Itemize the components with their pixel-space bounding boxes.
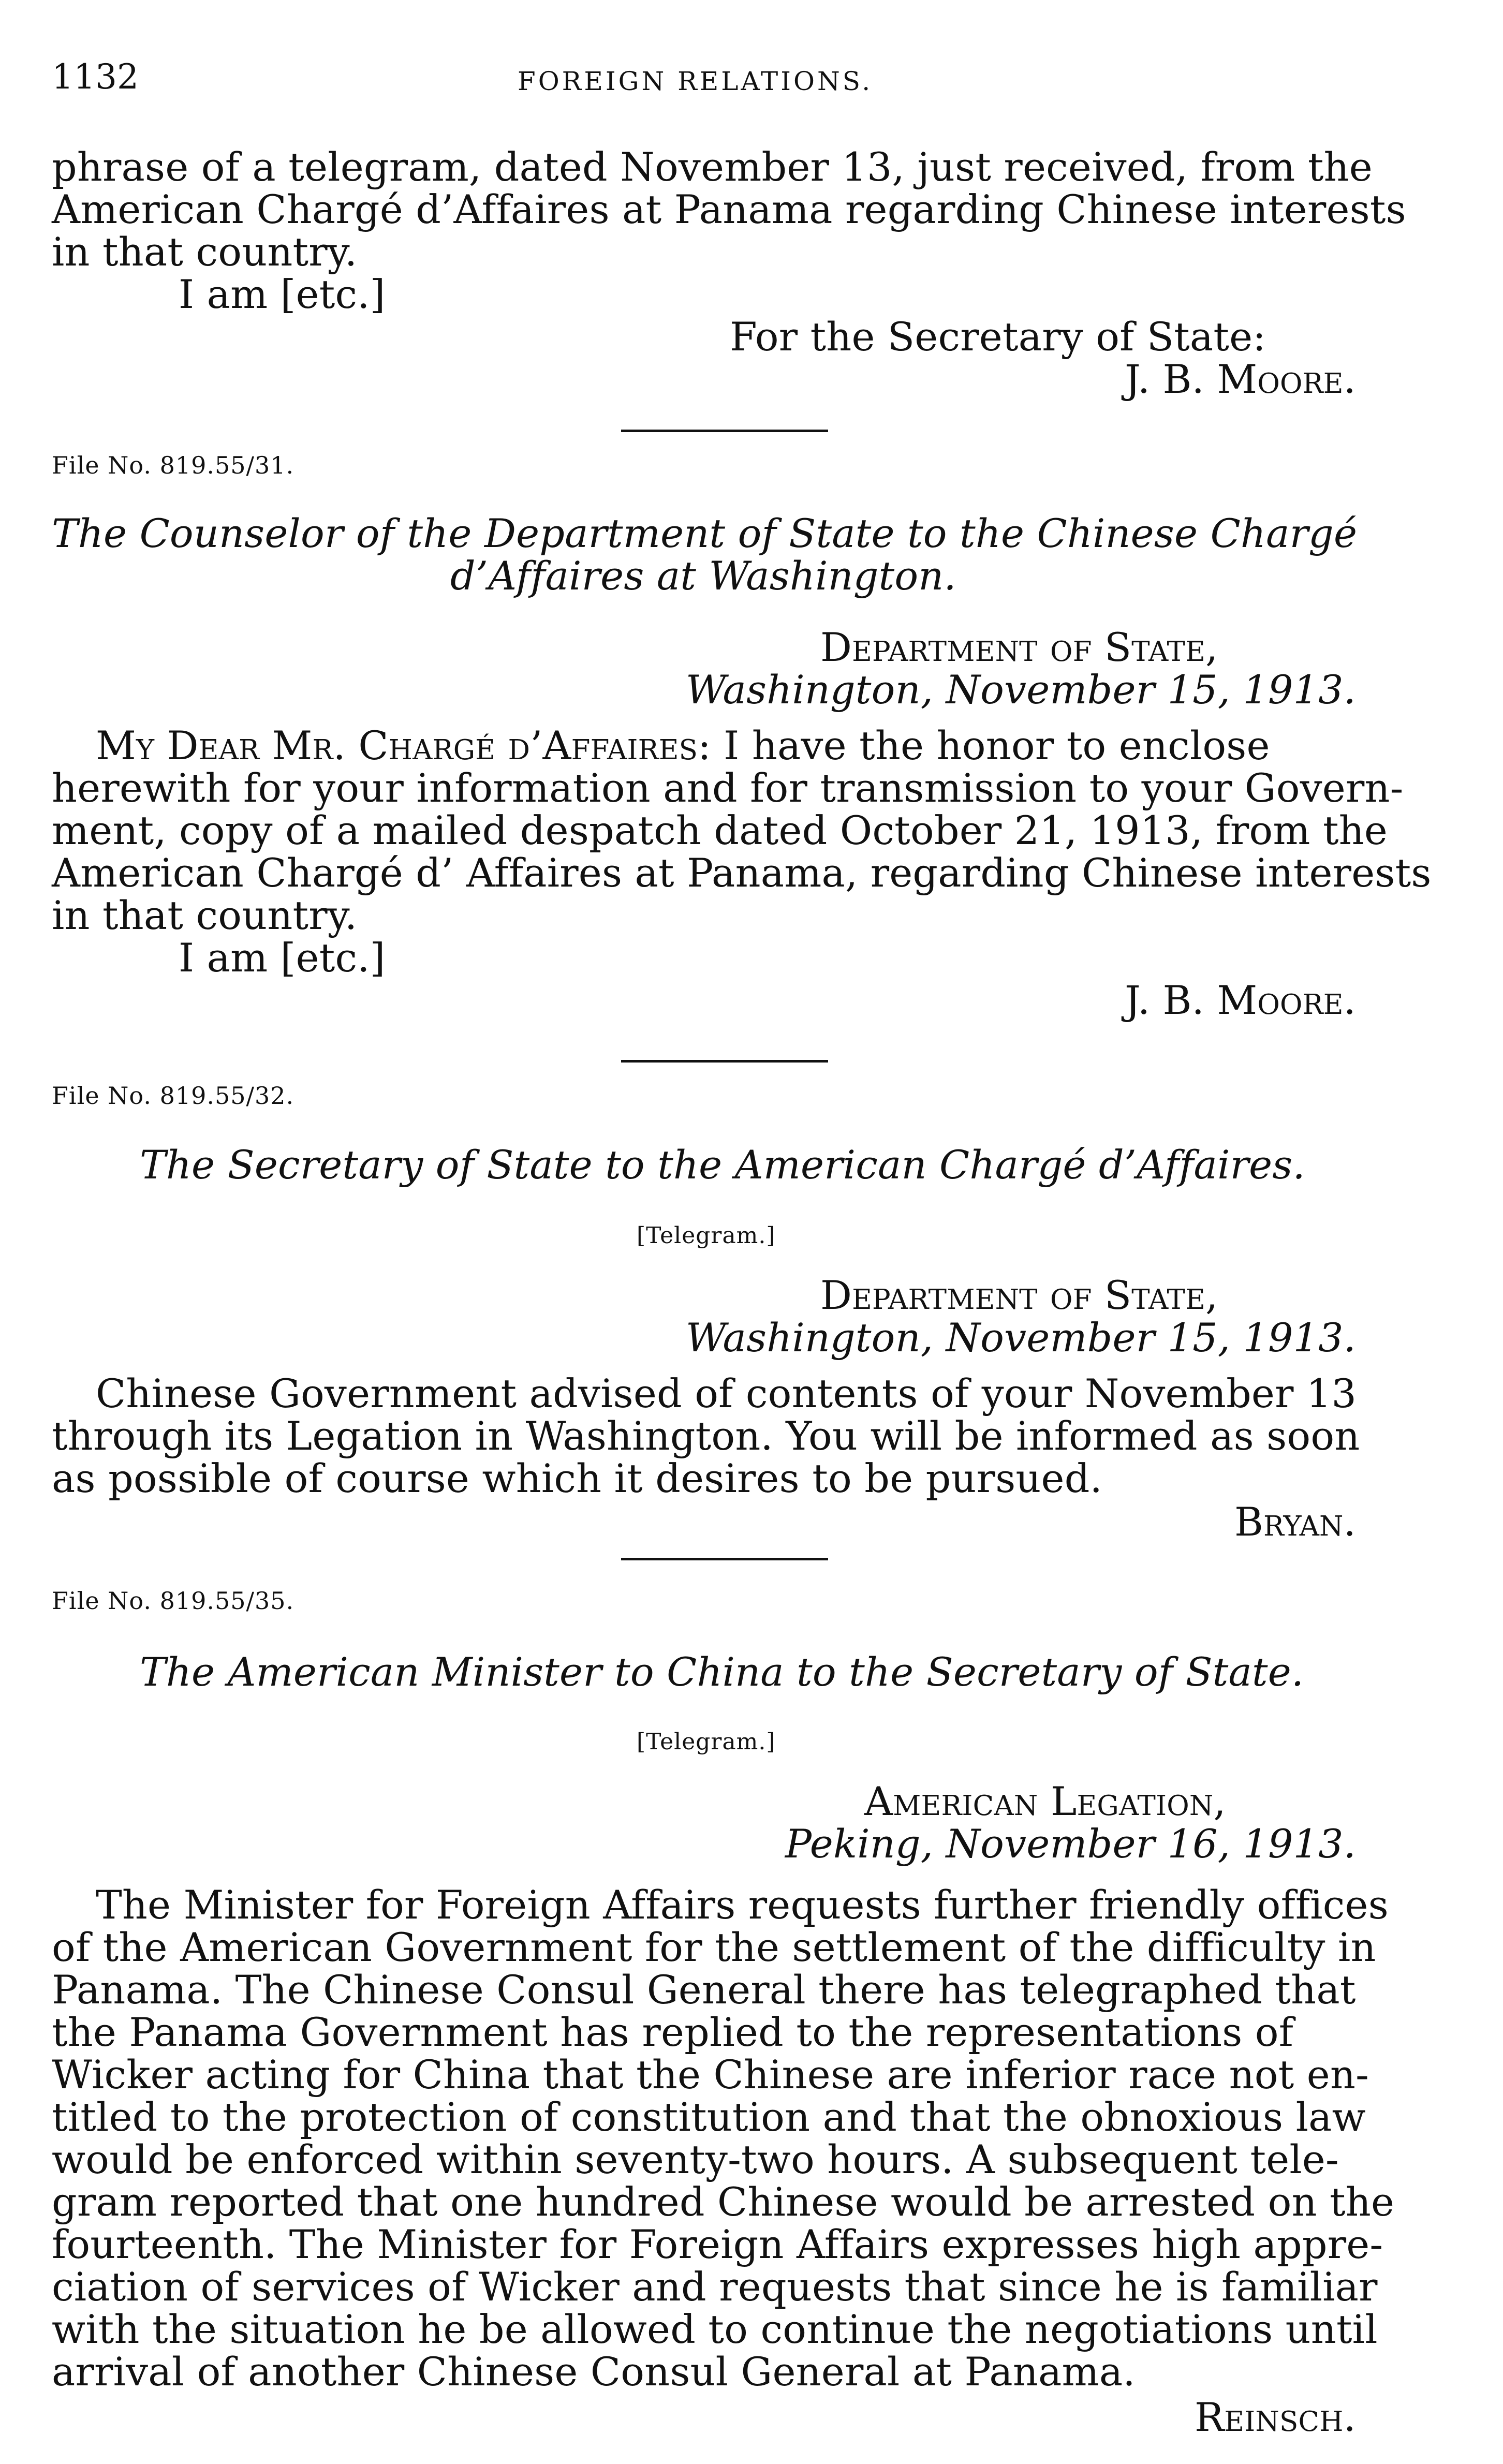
section-divider — [621, 430, 828, 432]
doc3-line-9: fourteenth. The Minister for Foreign Affairs expresses high appre- — [52, 2221, 1383, 2267]
file-number-31: File No. 819.55/31. — [52, 451, 294, 479]
continuation-closing: I am [etc.] — [179, 271, 386, 317]
doc3-line-2: of the American Government for the settlement of the difficulty in — [52, 1924, 1376, 1970]
doc3-line-4: the Panama Government has replied to the representations of — [52, 2009, 1294, 2055]
page-number: 1132 — [52, 57, 139, 97]
running-title: FOREIGN RELATIONS. — [518, 66, 873, 96]
doc1-line-2: herewith for your information and for transmission to your Govern- — [52, 765, 1404, 811]
continuation-signature-prefix: For the Secretary of State: — [730, 314, 1266, 360]
doc3-line-11: with the situation he be allowed to continue the negotiations until — [52, 2306, 1378, 2352]
doc3-line-10: ciation of services of Wicker and requests that since he is familiar — [52, 2264, 1378, 2310]
doc3-place-date: Peking, November 16, 1913. — [785, 1821, 1356, 1867]
doc1-place: Department of State, — [820, 624, 1218, 670]
doc3-signature: Reinsch. — [1194, 2394, 1356, 2440]
doc1-line-3: ment, copy of a mailed despatch dated October 21, 1913, from the — [52, 807, 1388, 853]
doc1-line-5: in that country. — [52, 892, 358, 938]
doc3-heading: The American Minister to China to the Secretary of State. — [140, 1649, 1304, 1695]
continuation-signature: J. B. Moore. — [1125, 356, 1356, 402]
doc3-line-3: Panama. The Chinese Consul General there has telegraphed that — [52, 1967, 1356, 2013]
doc1-place-date: Washington, November 15, 1913. — [685, 667, 1356, 713]
doc2-heading: The Secretary of State to the American Chargé d’Affaires. — [140, 1142, 1305, 1188]
file-number-35: File No. 819.55/35. — [52, 1587, 294, 1615]
section-divider — [621, 1558, 828, 1560]
doc2-line-1: Chinese Government advised of contents of your November 13 — [96, 1370, 1357, 1417]
file-number-32: File No. 819.55/32. — [52, 1082, 294, 1110]
section-divider — [621, 1060, 828, 1063]
doc2-signature: Bryan. — [1234, 1499, 1356, 1545]
doc3-line-6: titled to the protection of constitution and that the obnoxious law — [52, 2094, 1366, 2140]
doc1-line-1: I have the honor to enclose — [724, 722, 1270, 769]
doc1-closing: I am [etc.] — [179, 935, 386, 981]
doc2-line-3: as possible of course which it desires to be pursued. — [52, 1455, 1102, 1501]
doc2-line-2: through its Legation in Washington. You will be informed as soon — [52, 1413, 1360, 1459]
doc1-first-line — [96, 722, 1270, 769]
doc3-line-5: Wicker acting for China that the Chinese are inferior race not en- — [52, 2052, 1369, 2098]
continuation-line-2: American Chargé d’Affaires at Panama regarding Chinese interests — [52, 186, 1406, 232]
doc2-place-date: Washington, November 15, 1913. — [685, 1315, 1356, 1361]
doc3-line-12: arrival of another Chinese Consul General at Panama. — [52, 2349, 1136, 2395]
doc2-telegram-label: [Telegram.] — [637, 1222, 776, 1249]
doc3-place: American Legation, — [864, 1778, 1226, 1824]
doc1-heading-line-2: d’Affaires at Washington. — [450, 553, 956, 599]
doc3-line-1: The Minister for Foreign Affairs requests further friendly offices — [96, 1882, 1389, 1928]
doc2-place: Department of State, — [820, 1272, 1218, 1318]
doc1-signature: J. B. Moore. — [1125, 977, 1356, 1023]
continuation-line-1: phrase of a telegram, dated November 13, just received, from the — [52, 144, 1373, 190]
doc3-telegram-label: [Telegram.] — [637, 1729, 776, 1755]
doc1-line-4: American Chargé d’ Affaires at Panama, regarding Chinese interests — [52, 850, 1432, 896]
continuation-line-3: in that country. — [52, 229, 358, 275]
doc1-heading-line-1: The Counselor of the Department of State to the Chinese Chargé — [52, 510, 1358, 556]
doc3-line-8: gram reported that one hundred Chinese would be arrested on the — [52, 2179, 1395, 2225]
doc3-line-7: would be enforced within seventy-two hours. A subsequent tele- — [52, 2136, 1339, 2182]
doc1-salutation: My Dear Mr. Chargé d’Affaires: — [96, 722, 711, 769]
